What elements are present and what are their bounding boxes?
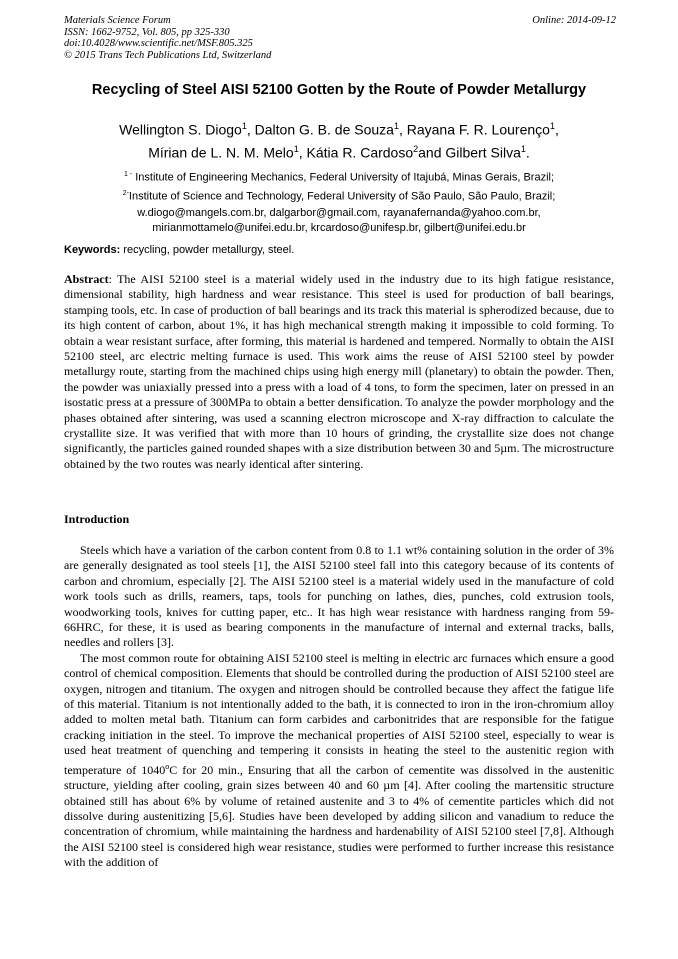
- paragraph: [64, 651, 614, 871]
- paper-title: Recycling of Steel AISI 52100 Gotten by the Route of Powder Metallurgy: [91, 82, 587, 98]
- introduction-body: [64, 543, 614, 871]
- issn-line: ISSN: 1662-9752, Vol. 805, pp 325-330: [64, 26, 230, 38]
- author-list: [30, 117, 648, 162]
- section-heading-introduction: Introduction: [64, 512, 130, 526]
- running-header: [64, 15, 616, 61]
- doi-line[interactable]: doi:10.4028/www.scientific.net/MSF.805.325: [64, 38, 253, 50]
- affiliations: [30, 167, 648, 237]
- affiliation-1: [30, 167, 648, 186]
- online-date: Online: 2014-09-12: [532, 15, 616, 26]
- author-emails-2: mirianmottamelo@unifei.edu.br, krcardoso@unifesp.br, gilbert@unifei.edu.br: [152, 222, 526, 235]
- keywords-text: recycling, powder metallurgy, steel.: [120, 244, 295, 256]
- affiliation-mark: 1: [393, 121, 399, 131]
- author-line-1: [30, 117, 648, 140]
- author-line-2: [30, 140, 648, 163]
- paragraph-text: C for 20 min., Ensuring that all the carbon of cementite was dissolved in the austenitic structure, yielding after cooling, grain sizes between 40 and 60 µm [4]. After cooling the martensitic structure obtained still has about 6% by volume of retained austenite and 3 to 4% of cementite particles which did not dissolve during austenitizing [5,6]. Studies have been developed by adding silicon and vanadium to reduce the concentration of chromium, while maintaining the hardness and hardenability of AISI 52100 steel [7,8]. Although the AISI 52100 steel is considered high wear resistance, studies were performed to further increase this resistance with the addition of: [64, 762, 615, 870]
- punctuation: .: [525, 144, 530, 161]
- abstract: [64, 272, 614, 472]
- affiliation-2: [30, 186, 648, 205]
- affiliation-text: Institute of Science and Technology, Federal University of São Paulo, São Paulo, Brazil;: [128, 190, 556, 203]
- author-name: , Dalton G. B. de Souza: [246, 121, 394, 138]
- journal-name: Materials Science Forum: [64, 15, 171, 26]
- abstract-label: Abstract: [64, 272, 109, 286]
- keywords-label: Keywords:: [64, 244, 121, 256]
- affiliation-mark: 1: [549, 121, 555, 131]
- author-name: Mírian de L. N. M. Melo: [148, 144, 294, 161]
- punctuation: ,: [554, 121, 559, 138]
- affiliation-mark: 1: [520, 143, 526, 154]
- keywords: [64, 244, 294, 256]
- abstract-text: : The AISI 52100 steel is a material widely used in the industry due to its high fatigue resistance, dimensional stability, high hardness and wear resistance. This steel is used for production of ball bearings, stamping tools, etc. In case of production of ball bearings and its track this material is spherodized because, due to its high content of carbon, about 1%, it has high mechanical strength making it impossible to cold forming. To obtain a wear resistant surface, after forming, this material is hardened and tempered. Normally to obtain the AISI 52100 steel, arc electric melting furnace is used. This work aims the reuse of AISI 52100 steel by powder metallurgy route, starting from the machined chips using high energy mill (planetary) to obtain the powder. Then, the powder was uniaxially pressed into a press with a load of 4 tons, to form the specimen, later on pressed in an isostatic press at a pressure of 300MPa to obtain a better densification. To analyze the powder morphology and the phases obtained after sintering, was used a scanning electron microscope and X-ray diffraction to calculate the crystallite size. It was verified that with more than 10 hours of grinding, the crystallite size does not change significantly, the particles gained rounded shapes with a size distribution between 30 and 5µm. The microstructure obtained by the two routes was nearly identical after sintering.: [64, 272, 614, 471]
- affiliation-mark: 1: [293, 143, 299, 154]
- affiliation-mark: 1 -: [123, 171, 133, 178]
- copyright-line: © 2015 Trans Tech Publications Ltd, Switzerland: [64, 49, 272, 61]
- paragraph-text: The most common route for obtaining AISI 52100 steel is melting in electric arc furnaces which ensure a good control of chemical composition. Elements that should be controlled during the production of AISI 52100 steel are oxygen, nitrogen and titanium. The oxygen and nitrogen should be controlled because they affect the fatigue life of this material. Titanium is not intentionally added to the bath, it is connected to iron in the iron-chromium alloy added to molten metal bath. Titanium can form carbides and carbonitrides that are responsible for the fatigue cracking initiation in the steel. To improve the mechanical properties of AISI 52100 steel, especially to wear is used heat treatment of quenching and tempering it consists in heating the steel to the austenitic region with temperature of 1040: [64, 650, 614, 777]
- author-emails-1: w.diogo@mangels.com.br, dalgarbor@gmail.com, rayanafernanda@yahoo.com.br,: [137, 206, 541, 219]
- degree-mark: o: [165, 761, 170, 771]
- paragraph: Steels which have a variation of the carbon content from 0.8 to 1.1 wt% containing solution in the order of 3% are generally designated as tool steels [1], the AISI 52100 steel fall into this category because of its contents of carbon and chromium, especially [2]. The AISI 52100 steel is a material widely used in the manufacture of cold work tools such as drills, reamers, taps, tools for punching on lathes, dies, punches, cold extrusion tools, woodworking tools, knives for cutting paper, etc.. It has high wear resistance with hardness ranging from 59-66HRC, for these, it is used as bearing components in the manufacture of internal and external tracks, balls, needles and rollers [3].: [64, 543, 614, 650]
- affiliation-mark: 1: [241, 121, 247, 131]
- author-name: Wellington S. Diogo: [119, 121, 242, 138]
- affiliation-text: Institute of Engineering Mechanics, Federal University of Itajubá, Minas Gerais, Brazil;: [132, 171, 555, 184]
- author-name: , Kátia R. Cardoso: [298, 144, 414, 161]
- author-name: , Rayana F. R. Lourenço: [398, 121, 550, 138]
- affiliation-mark: 2-: [122, 190, 129, 198]
- affiliation-mark: 2: [413, 143, 419, 154]
- author-name: and Gilbert Silva: [418, 144, 521, 161]
